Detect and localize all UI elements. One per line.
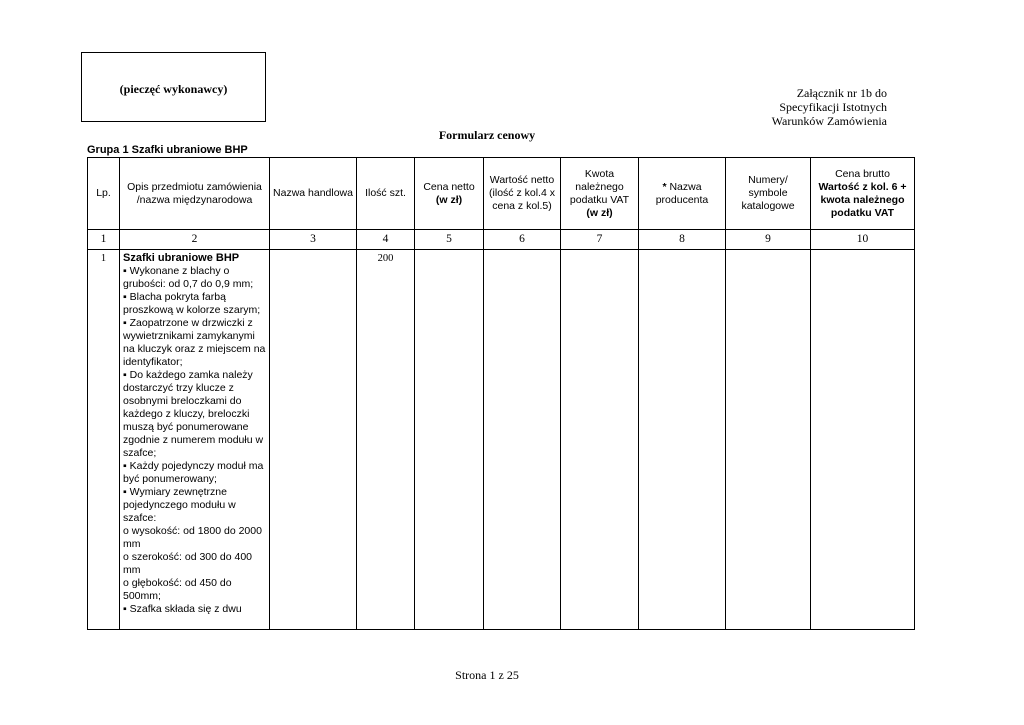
column-number: 5 [415, 230, 484, 250]
column-number-row [88, 230, 915, 250]
row-lp: 1 [88, 250, 120, 630]
column-number: 7 [561, 230, 639, 250]
header-producent [639, 158, 726, 230]
row-cena-netto[interactable] [415, 250, 484, 630]
annex-line-2: Specyfikacji Istotnych [779, 100, 887, 114]
row-wartosc-netto[interactable] [484, 250, 561, 630]
header-kwota-vat [561, 158, 639, 230]
column-number: 4 [357, 230, 415, 250]
header-cena-netto [415, 158, 484, 230]
row-description [120, 250, 270, 630]
column-number: 6 [484, 230, 561, 250]
row-producent[interactable] [639, 250, 726, 630]
row-line: o szerokość: od 300 do 400 mm [123, 551, 253, 576]
page-footer: Strona 1 z 25 [455, 668, 519, 682]
row-line: ▪ Blacha pokryta farbą proszkową w kolorze szarym; [123, 291, 261, 316]
header-kwota-vat-unit: (w zł) [586, 206, 613, 219]
row-line: ▪ Do każdego zamka należy dostarczyć trzy klucze z osobnymi breloczkami do każdego z kluczy, breloczki muszą być ponumerowane zgodnie z numerem modułu w szafce; [123, 369, 264, 459]
row-kwota-vat[interactable] [561, 250, 639, 630]
header-nazwa-handlowa: Nazwa handlowa [270, 158, 357, 230]
header-row [88, 158, 915, 230]
header-ilosc: Ilość szt. [357, 158, 415, 230]
group-title: Grupa 1 Szafki ubraniowe BHP [87, 144, 248, 156]
header-opis: Opis przedmiotu zamówienia /nazwa międzynarodowa [120, 158, 270, 230]
column-number: 1 [88, 230, 120, 250]
row-title: Szafki ubraniowe BHP [123, 252, 240, 264]
annex-line-1: Załącznik nr 1b do [796, 86, 887, 100]
table-row [88, 250, 915, 630]
header-cena-brutto [811, 158, 915, 230]
row-numery[interactable] [726, 250, 811, 630]
column-number: 3 [270, 230, 357, 250]
row-line: ▪ Wykonane z blachy o grubości: od 0,7 do 0,9 mm; [123, 265, 254, 290]
row-line: ▪ Szafka składa się z dwu [123, 603, 242, 615]
column-number: 8 [639, 230, 726, 250]
row-line: ▪ Zaopatrzone w drzwiczki z wywietrznikami zamykanymi na kluczyk oraz z miejscem na identyfikator; [123, 317, 266, 368]
annex-line-3: Warunków Zamówienia [771, 114, 887, 128]
header-cena-brutto-label: Cena brutto [835, 167, 890, 180]
header-numery: Numery/ symbole katalogowe [726, 158, 811, 230]
row-line: ▪ Wymiary zewnętrzne pojedynczego modułu w szafce: [123, 486, 236, 524]
annex-note [772, 86, 887, 128]
row-line: o wysokość: od 1800 do 2000 mm [123, 525, 262, 550]
header-producent-mark: * [662, 180, 667, 193]
column-number: 10 [811, 230, 915, 250]
column-number: 9 [726, 230, 811, 250]
stamp-box [81, 52, 266, 122]
row-line: ▪ Każdy pojedynczy moduł ma być ponumerowany; [123, 460, 264, 485]
header-cena-netto-unit: (w zł) [435, 193, 463, 206]
column-number: 2 [120, 230, 270, 250]
row-ilosc: 200 [357, 250, 415, 630]
row-line: o głębokość: od 450 do 500mm; [123, 577, 232, 602]
header-producent-label: Nazwa producenta [655, 180, 709, 206]
price-table [87, 157, 915, 630]
header-cena-brutto-detail: Wartość z kol. 6 + kwota należnego podatku VAT [818, 180, 907, 219]
form-title: Formularz cenowy [438, 128, 536, 142]
header-wartosc-netto: Wartość netto (ilość z kol.4 x cena z kol.5) [484, 158, 561, 230]
header-kwota-vat-label: Kwota należnego podatku VAT [569, 167, 630, 206]
row-nazwa-handlowa[interactable] [270, 250, 357, 630]
header-lp: Lp. [88, 158, 120, 230]
row-cena-brutto[interactable] [811, 250, 915, 630]
stamp-label: (pieczęć wykonawcy) [119, 82, 228, 96]
header-cena-netto-label: Cena netto [423, 180, 475, 193]
